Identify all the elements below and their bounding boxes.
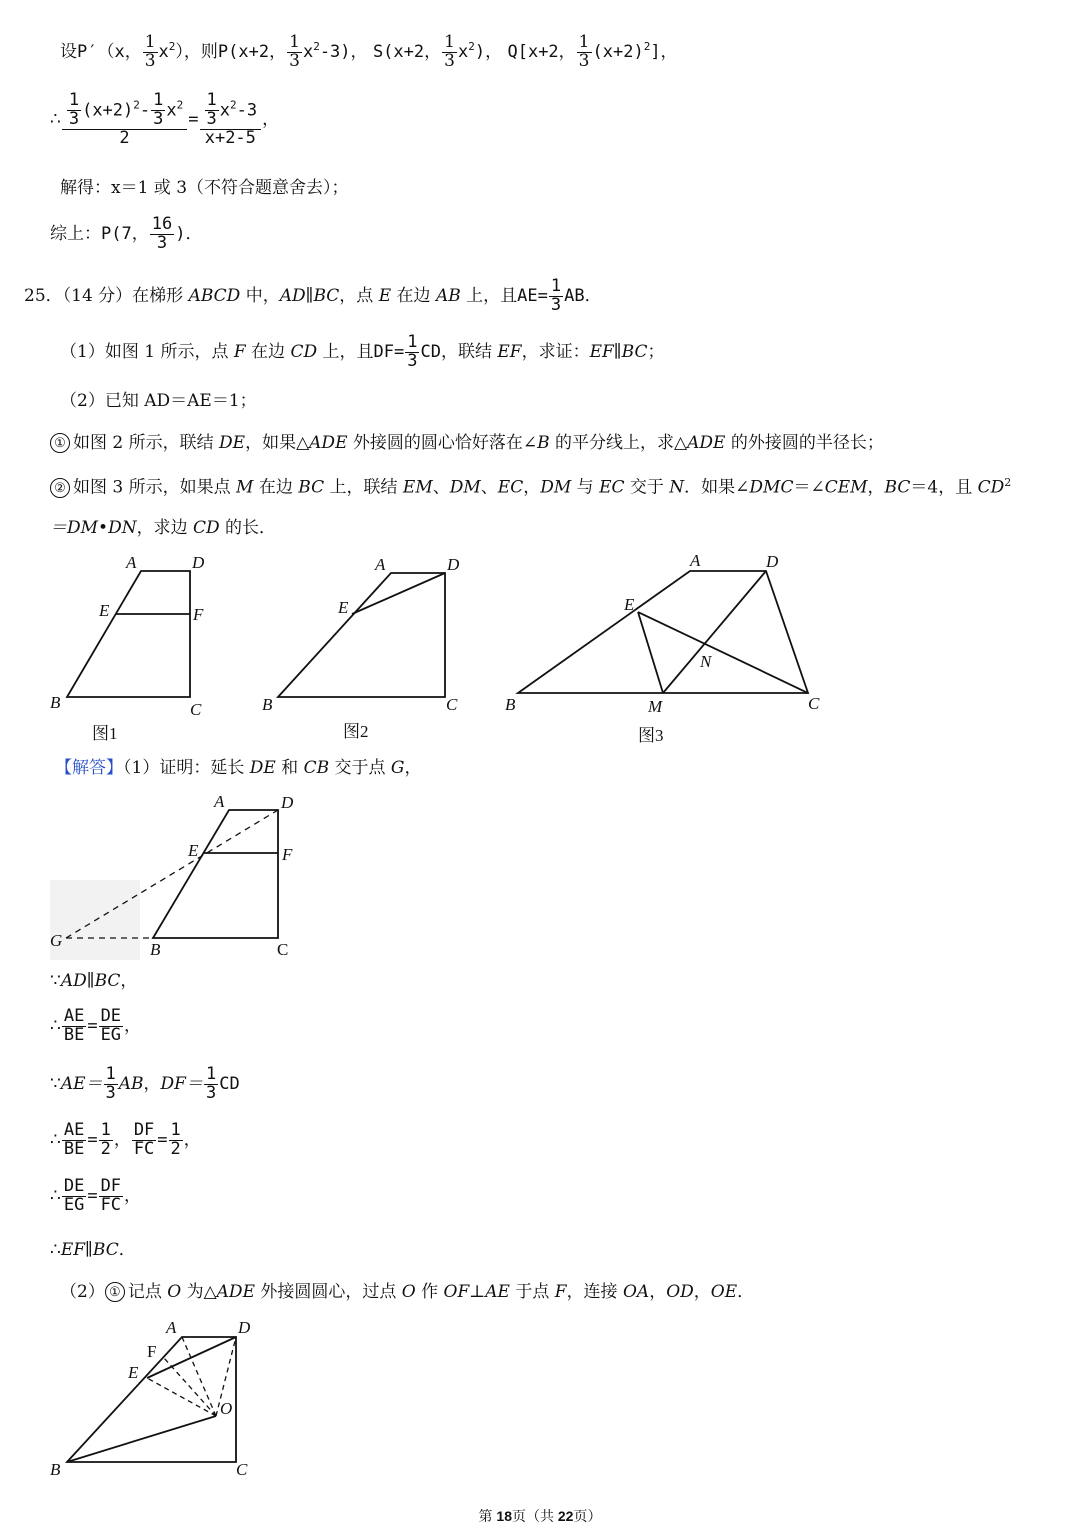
ans2-label-e: E <box>128 1363 139 1382</box>
fig1-label-e: E <box>99 601 110 620</box>
question-25-sub2-cont: ＝DM•DN，求边 CD 的长． <box>50 518 277 538</box>
ans-fig-label-b: B <box>150 940 161 959</box>
answer-tag: 【解答】 <box>55 758 123 778</box>
page-footer: 第 18页（共 22页） <box>478 1508 602 1524</box>
proof-line-1: ∵AD∥BC， <box>50 971 138 991</box>
question-25-sub1: ① 如图 2 所示，联结 DE，如果△ADE 外接圆的圆心恰好落在∠B 的平分线上，求△ADE 的外接圆的半径长； <box>50 433 884 453</box>
ans-fig-label-g: G <box>50 931 63 950</box>
fig3-caption: 图3 <box>638 726 664 745</box>
fig1-label-a: A <box>126 553 137 572</box>
fig2-label-a: A <box>375 555 386 574</box>
solve-line: 解得：x＝1 或 3（不符合题意舍去）； <box>60 178 349 198</box>
ratio-equation-line: ∴ $\frac{1}{3}$ $(x+2)^2-$ $\frac{1}{3}$ $x^2$ 2 = $\frac{1}{3}$ $x^2-3$ x+2-5 ， <box>50 90 280 148</box>
question-25-part1: （1）如图 1 所示，点 F 在边 CD 上，且DF= $\frac{1}{3}$ CD，联结 EF，求证：EF∥BC； <box>60 332 665 371</box>
proof-line-6: ∴EF∥BC． <box>50 1240 136 1260</box>
fig3-label-m: M <box>648 697 663 716</box>
fig2-caption: 图2 <box>343 722 369 741</box>
ans2-label-f: F <box>147 1342 157 1361</box>
fig3-label-a: A <box>690 551 701 570</box>
fig1-caption: 图1 <box>92 724 118 743</box>
coordinate-setup-line: 设P′（x， $\frac{1}{3}$ $x^2$），则P(x+2， $\frac{1}{3}$ $x^2-3$)， S(x+2， $\frac{1}{3}$ $x^2$)， Q[x+2， $\frac{1}{3}$ $(x+2)^2$]， <box>60 32 678 71</box>
proof-line-5: ∴ $\frac{DE}{EG}$ = $\frac{DF}{FC}$ ， <box>50 1176 142 1215</box>
summary-line: 综上：P(7， $\frac{16}{3}$ )． <box>50 214 203 253</box>
fig3-label-e: E <box>624 595 635 614</box>
fig1-label-b: B <box>50 693 61 712</box>
fig2-label-c: C <box>446 695 458 714</box>
proof-line-4: ∴ $\frac{AE}{BE}$ = $\frac{1}{2}$ ， $\frac{DF}{FC}$ = $\frac{1}{2}$ ， <box>50 1120 201 1159</box>
question-25-part2: （2）已知 AD＝AE＝1； <box>60 391 257 411</box>
ans2-label-d: D <box>238 1318 251 1337</box>
fig1-label-d: D <box>192 553 205 572</box>
fig3-label-n: N <box>700 652 712 671</box>
proof-line-2: ∴ $\frac{AE}{BE}$ = $\frac{DE}{EG}$ ， <box>50 1006 142 1045</box>
fig2-label-e: E <box>338 598 349 617</box>
left-big-fraction: $\frac{1}{3}$ $(x+2)^2-$ $\frac{1}{3}$ $x^2$ 2 <box>62 92 187 148</box>
proof-line-3: ∵AE＝ $\frac{1}{3}$ AB，DF＝ $\frac{1}{3}$ CD <box>50 1064 240 1103</box>
fig2-label-d: D <box>447 555 460 574</box>
ans-fig-label-a: A <box>214 792 225 811</box>
ans2-label-o: O <box>220 1399 233 1418</box>
answer-part2-line: （2） ① 记点 O 为△ADE 外接圆圆心，过点 O 作 OF⊥AE 于点 F，连接 OA，OD，OE． <box>60 1282 755 1302</box>
question-25-stem: 25．（14 分）在梯形 ABCD 中，AD∥BC，点 E 在边 AB 上，且AE= $\frac{1}{3}$ AB． <box>24 276 602 315</box>
current-page-number: 18 <box>496 1508 512 1524</box>
ans2-label-b: B <box>50 1460 61 1479</box>
fig3-label-b: B <box>505 695 516 714</box>
fig3-label-d: D <box>766 552 779 571</box>
ans-fig-label-f: F <box>282 845 293 864</box>
ans2-dashed-oe <box>147 1378 216 1416</box>
ans-fig-label-d: D <box>281 793 294 812</box>
fig3-label-c: C <box>808 694 820 713</box>
total-page-count: 22 <box>557 1508 574 1524</box>
ans-fig-label-e: E <box>188 841 199 860</box>
ans2-dashed-of <box>164 1358 216 1416</box>
answer-intro: 【解答】（1）证明：延长 DE 和 CB 交于点 G， <box>55 758 422 778</box>
ans2-label-c: C <box>236 1460 248 1479</box>
fig2-label-b: B <box>262 695 273 714</box>
ans-fig-label-c: C <box>277 940 289 959</box>
fig1-label-c: C <box>190 700 202 719</box>
fig1-label-f: F <box>193 605 204 624</box>
right-big-fraction: $\frac{1}{3}$ $x^2-3$ x+2-5 <box>200 92 262 148</box>
question-25-sub2: ② 如图 3 所示，如果点 M 在边 BC 上，联结 EM、DM、EC，DM 与 EC 交于 N．如果∠DMC＝∠CEM，BC＝4，且 $CD^2$ <box>50 476 1011 498</box>
ans2-label-a: A <box>166 1318 177 1337</box>
fraction-one-third: $\frac{1}{3}$ <box>144 32 156 71</box>
